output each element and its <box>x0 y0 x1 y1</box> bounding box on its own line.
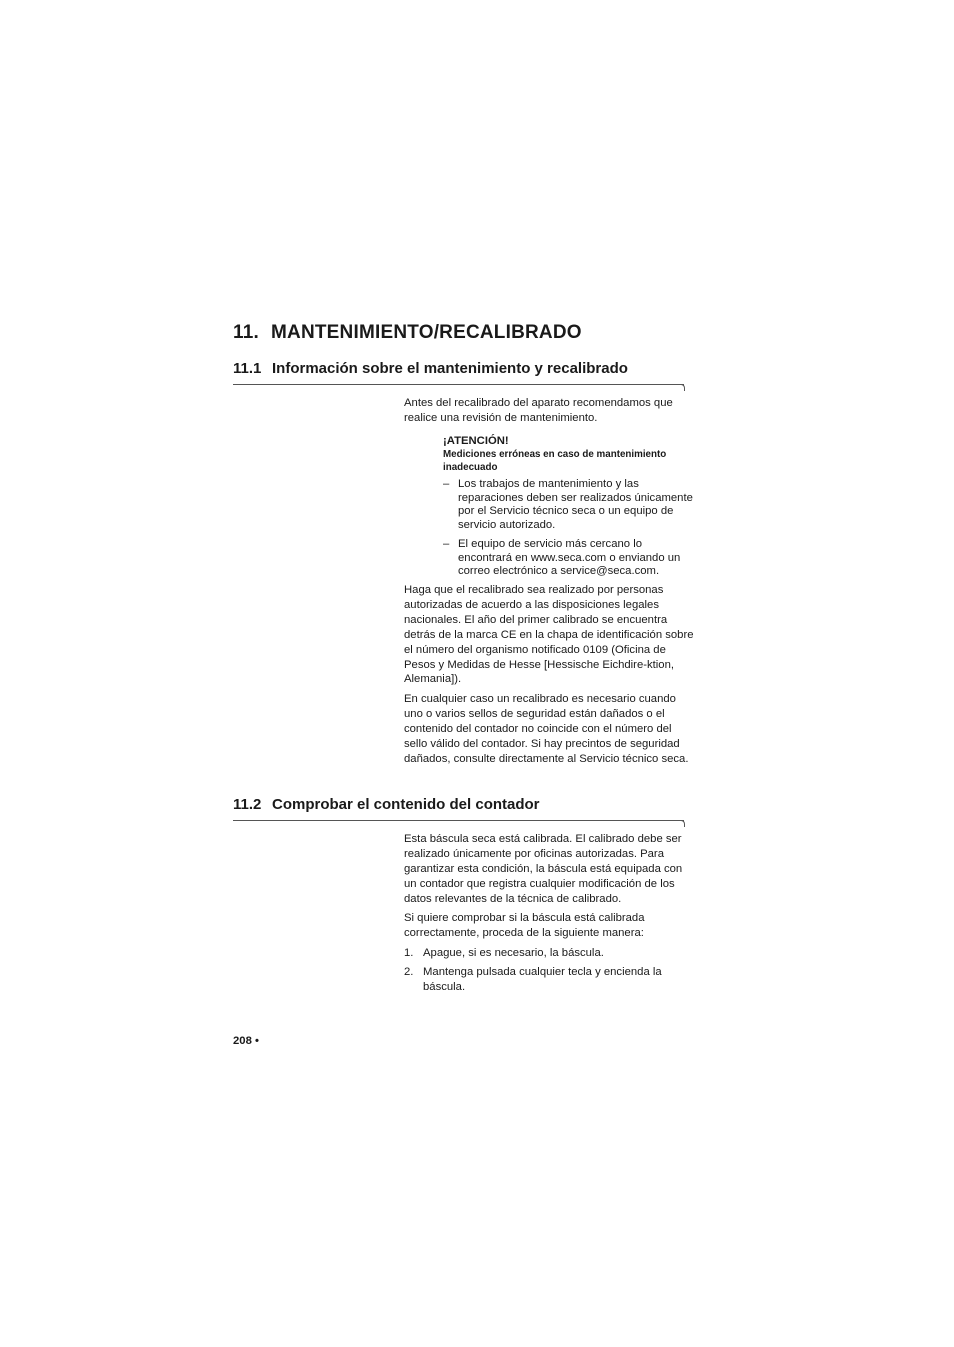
bullet-text: Los trabajos de mantenimiento y las reparaciones deben ser realizados únicamente por el Servicio técnico seca o un equipo de servicio autorizado. <box>458 478 693 531</box>
bullet-dash: – <box>443 538 450 550</box>
bullet-text: El equipo de servicio más cercano lo encontrará en www.seca.com o enviando un correo electrónico a service@seca.com. <box>458 538 681 578</box>
section-1-divider-hook <box>680 384 685 391</box>
section-2-paragraph-1-text: Esta báscula seca está calibrada. El calibrado debe ser realizado únicamente por oficinas autorizadas. Para garantizar esta condición, la báscula está equipada con un contador que registra cualquier modificación de los datos relevantes de la técnica de calibrado. <box>404 833 683 905</box>
section-2-paragraph-2 <box>404 911 694 941</box>
section-1-intro-text: Antes del recalibrado del aparato recomendamos que realice una revisión de mantenimiento. <box>404 397 673 424</box>
chapter-title <box>233 322 582 344</box>
section-1-title-text: Información sobre el mantenimiento y recalibrado <box>272 360 628 377</box>
section-2-title <box>233 796 540 813</box>
section-2-paragraph-1 <box>404 832 694 907</box>
warning-bullet-1 <box>443 478 698 534</box>
step-2 <box>404 965 694 997</box>
section-1-paragraph-2 <box>404 583 694 687</box>
chapter-number: 11. <box>233 322 259 343</box>
section-1-paragraph-3-text: En cualquier caso un recalibrado es necesario cuando uno o varios sellos de seguridad están dañados o el contenido del contador no coincide con el número del sello válido del contador. Si hay precintos de seguridad dañados, consulte directamente al Servicio técnico seca. <box>404 693 689 765</box>
section-1-title <box>233 360 628 377</box>
warning-heading: ¡ATENCIÓN! <box>443 435 509 447</box>
section-2-divider <box>233 820 684 821</box>
section-1-number: 11.1 <box>233 360 262 377</box>
warning-bullet-2 <box>443 538 698 580</box>
bullet-dash: – <box>443 478 450 490</box>
warning-subheading: Mediciones erróneas en caso de mantenimiento inadecuado <box>443 449 667 474</box>
section-1-paragraph-2-text: Haga que el recalibrado sea realizado por personas autorizadas de acuerdo a las disposiciones legales nacionales. El año del primer calibrado se encuentra detrás de la marca CE en la chapa de identificación sobre el número del organismo notificado 0109 (Oficina de Pesos y Medidas de Hesse [Hessische Eichdire-ktion, Alemania]). <box>404 584 694 686</box>
step-text: Mantenga pulsada cualquier tecla y encienda la báscula. <box>423 966 662 993</box>
section-2-divider-hook <box>680 820 685 827</box>
step-text: Apague, si es necesario, la báscula. <box>423 947 604 959</box>
section-2-title-text: Comprobar el contenido del contador <box>272 796 540 813</box>
page-number: 208 • <box>233 1035 259 1047</box>
chapter-title-text: MANTENIMIENTO/RECALIBRADO <box>271 322 582 343</box>
section-1-divider <box>233 384 684 385</box>
step-number: 2. <box>404 966 414 978</box>
section-1-paragraph-3 <box>404 692 694 767</box>
section-2-paragraph-2-text: Si quiere comprobar si la báscula está calibrada correctamente, proceda de la siguiente manera: <box>404 912 645 939</box>
section-2-number: 11.2 <box>233 796 262 813</box>
step-number: 1. <box>404 947 414 959</box>
section-1-intro <box>404 396 694 426</box>
step-1 <box>404 946 694 962</box>
